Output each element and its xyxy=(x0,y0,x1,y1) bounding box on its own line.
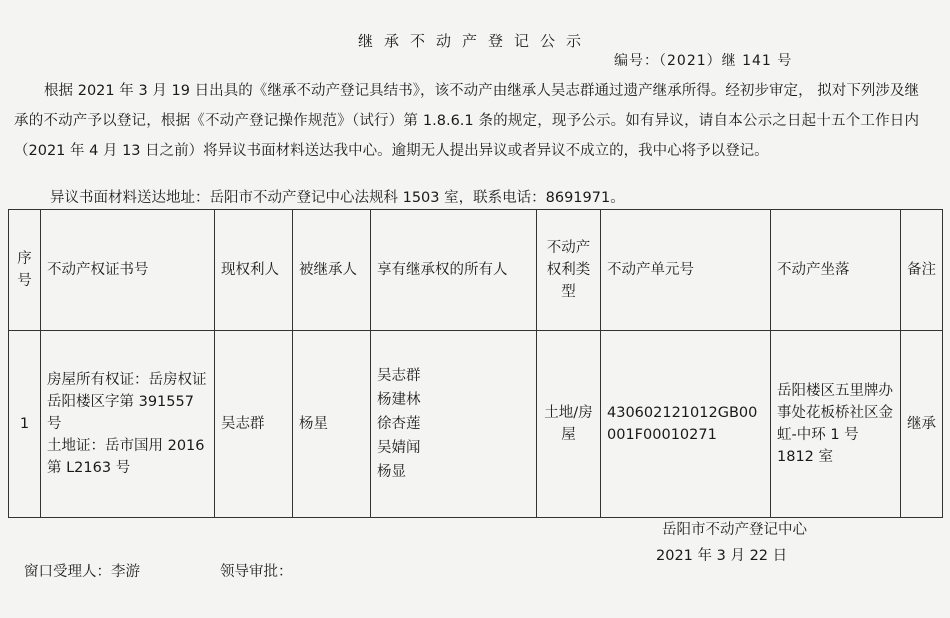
cell-right-type: 土地/房屋 xyxy=(537,331,601,518)
issuer-block xyxy=(656,517,807,569)
document-title: 继承不动产登记公示 xyxy=(357,32,592,50)
header-cert-no: 不动产权证书号 xyxy=(41,210,215,331)
document-number: 编号：（2021）继 141 号 xyxy=(614,53,793,69)
header-location: 不动产坐落 xyxy=(771,210,901,331)
header-decedent: 被继承人 xyxy=(293,210,371,331)
cell-seq: 1 xyxy=(9,331,41,518)
heir-name: 徐杏莲 xyxy=(377,416,421,432)
heir-name: 吴婧闻 xyxy=(377,440,421,456)
cell-remark: 继承 xyxy=(901,331,943,518)
cell-cert-no xyxy=(41,331,215,518)
header-heirs: 享有继承权的所有人 xyxy=(371,210,537,331)
cell-current-owner: 吴志群 xyxy=(215,331,293,518)
cell-location: 岳阳楼区五里牌办事处花板桥社区金虹-中环 1 号 1812 室 xyxy=(771,331,901,518)
header-unit-no: 不动产单元号 xyxy=(601,210,771,331)
header-remark: 备注 xyxy=(901,210,943,331)
heir-name: 杨显 xyxy=(377,464,406,480)
cell-heirs xyxy=(371,331,537,518)
heir-name: 吴志群 xyxy=(377,368,421,384)
cert-land-line: 土地证：岳市国用 2016 第 L2163 号 xyxy=(47,438,205,476)
header-right-type: 不动产权利类型 xyxy=(537,210,601,331)
issue-date: 2021 年 3 月 22 日 xyxy=(656,548,788,564)
table-row xyxy=(9,331,943,518)
objection-address: 异议书面材料送达地址：岳阳市不动产登记中心法规科 1503 室，联系电话：8691971。 xyxy=(50,190,625,206)
window-receiver: 窗口受理人：李游 xyxy=(24,564,140,580)
leader-approval: 领导审批： xyxy=(220,564,293,580)
notice-body: 根据 2021 年 3 月 19 日出具的《继承不动产登记具结书》，该不动产由继承人吴志群通过遗产继承所得。经初步审定， 拟对下列涉及继承的不动产予以登记，根据《不动产登记操作规范》（试行）第 1.8.6.1 条的规定，现予公示。如有异议，请自本公示之日起十五个工作日内（2021 年 4 月 13 日之前）将异议书面材料送达我中心。逾期无人提出异议或者异议不成立的，我中心将予以登记。 xyxy=(14,83,919,159)
issuer-name: 岳阳市不动产登记中心 xyxy=(662,522,807,538)
header-seq: 序号 xyxy=(9,210,41,331)
table-header-row xyxy=(9,210,943,331)
heir-name: 杨建林 xyxy=(377,392,421,408)
inheritance-table xyxy=(8,209,943,518)
cert-house-line: 房屋所有权证：岳房权证岳阳楼区字第 391557 号 xyxy=(47,372,207,432)
header-current-owner: 现权利人 xyxy=(215,210,293,331)
cell-decedent: 杨星 xyxy=(293,331,371,518)
cell-unit-no: 430602121012GB00001F00010271 xyxy=(601,331,771,518)
